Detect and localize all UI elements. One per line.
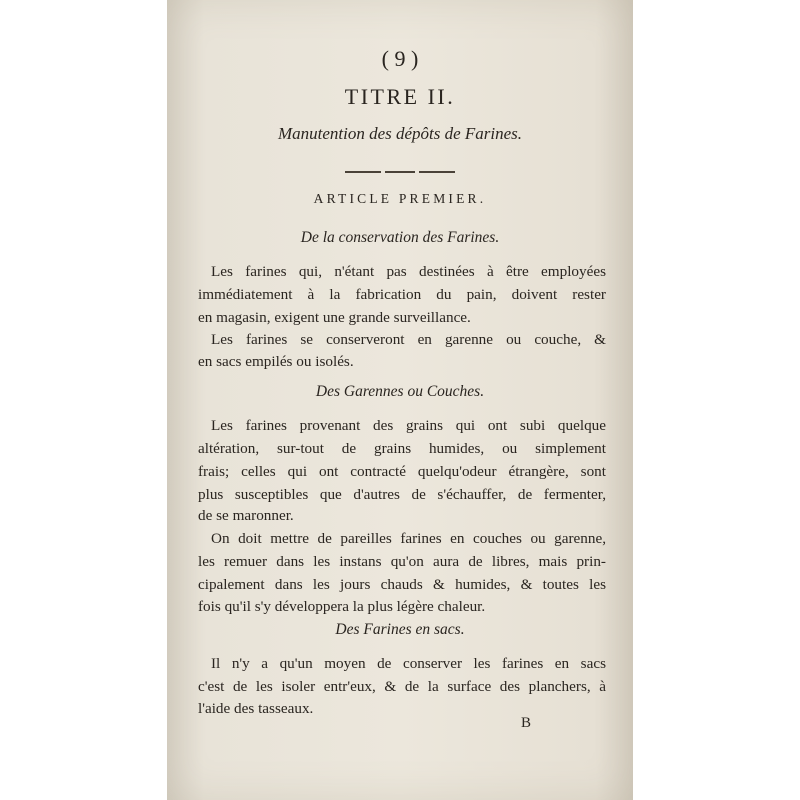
text-line: immédiatement à la fabrication du pain, doivent rester [198, 286, 606, 303]
text-line: frais; celles qui ont contracté quelqu'odeur étrangère, sont [198, 463, 606, 480]
subtitle-heading: Manutention des dépôts de Farines. [277, 124, 523, 143]
section-heading-sacs: Des Farines en sacs. [335, 621, 465, 638]
text-line: c'est de les isoler entr'eux, & de la surface des planchers, à [198, 678, 606, 695]
ornament-rule-center [385, 171, 415, 173]
text-line: Les farines qui, n'étant pas destinées à être employées [211, 263, 606, 280]
signature-mark: B [521, 715, 532, 731]
ornament-rule-left [345, 171, 381, 173]
section-heading-garennes: Des Garennes ou Couches. [315, 383, 485, 400]
text-line: l'aide des tasseaux. [198, 700, 314, 717]
text-line: Il n'y a qu'un moyen de conserver les farines en sacs [211, 655, 606, 672]
text-line: fois qu'il s'y développera la plus légère chaleur. [198, 598, 486, 615]
title-heading: TITRE II. [344, 84, 456, 109]
text-line: Les farines provenant des grains qui ont subi quelque [211, 417, 606, 434]
text-line: cipalement dans les jours chauds & humides, & toutes les [198, 576, 606, 593]
page-number: ( 9 ) [381, 46, 419, 71]
text-line: en sacs empilés ou isolés. [198, 353, 354, 370]
text-line: altération, sur-tout de grains humides, ou simplement [198, 440, 606, 457]
text-line: Les farines se conserveront en garenne ou couche, & [211, 331, 606, 348]
text-line: en magasin, exigent une grande surveillance. [198, 309, 471, 326]
ornament-rule-right [419, 171, 455, 173]
book-page [167, 0, 633, 800]
article-heading: ARTICLE PREMIER. [313, 191, 487, 206]
section-heading-conservation: De la conservation des Farines. [300, 229, 500, 246]
text-line: On doit mettre de pareilles farines en couches ou garenne, [211, 530, 606, 547]
text-line: plus susceptibles que d'autres de s'échauffer, de fermenter, [198, 486, 606, 503]
text-line: les remuer dans les instans qu'on aura de libres, mais prin- [198, 553, 606, 570]
text-line: de se maronner. [198, 507, 294, 524]
